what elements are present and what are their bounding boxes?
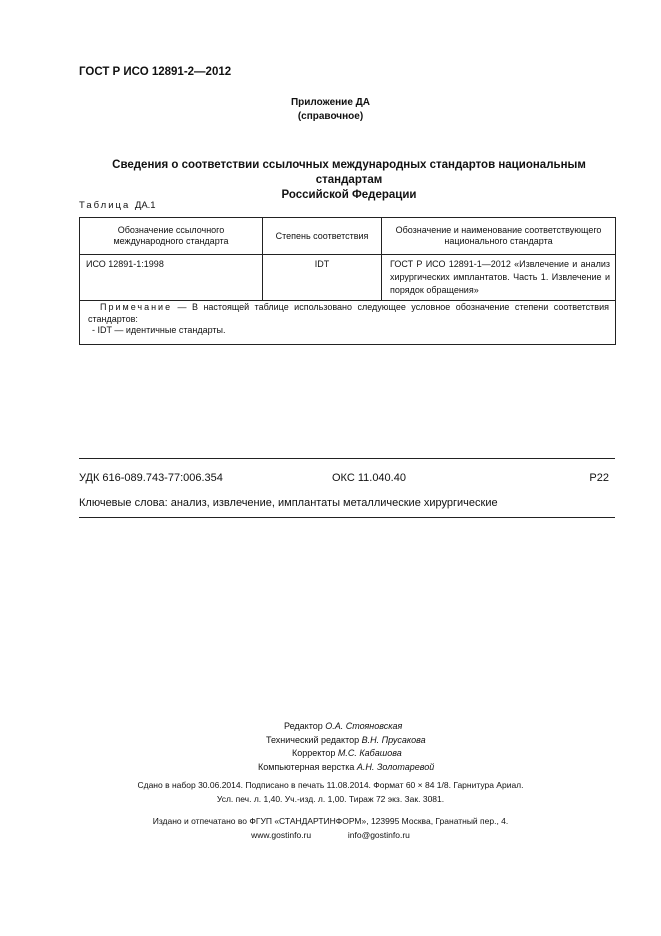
credit-editor-label: Редактор [284,721,323,731]
table-header-row [80,218,616,255]
credit-layout-name: А.Н. Золотаревой [356,761,435,772]
credit-tech-editor-name: В.Н. Прусакова [361,734,426,745]
annex-title: Приложение ДА [290,97,371,108]
credit-proof-name: М.С. Кабашова [337,748,402,758]
credit-tech-editor [266,734,434,748]
footer-divider-top [79,458,615,459]
credit-layout-label: Компьютерная верстка [258,761,355,772]
column-header-national: Обозначение и наименование соответствующего национального стандарта [382,218,616,255]
cell-compliance: IDT [263,255,382,301]
table-label-word: Таблица [79,200,131,211]
category-code: Р22 [589,472,609,484]
cell-intl-standard: ИСО 12891-1:1998 [80,255,263,301]
footer-divider-bottom [79,517,615,518]
classification-line [79,472,609,484]
credit-editor [266,720,434,734]
credit-proofreader [266,747,434,761]
annex-subtitle: (справочное) [297,111,364,122]
table-number: ДА.1 [134,200,156,211]
website-link[interactable]: www.gostinfo.ru [251,830,312,840]
note-label: Примечание [100,302,173,312]
note-item: - IDT — идентичные стандарты. [92,325,226,335]
credit-layout [258,761,434,775]
document-code: ГОСТ Р ИСО 12891-2—2012 [79,66,232,78]
credits-block [258,720,435,774]
credit-proof-label: Корректор [292,748,336,758]
imprint-contacts [0,828,661,843]
imprint-line2: Усл. печ. л. 1,40. Уч.-изд. л. 1,00. Тираж 72 экз. Зак. 3081. [216,794,445,804]
table-label [79,200,156,211]
imprint-line3: Издано и отпечатано во ФГУП «СТАНДАРТИНФОРМ», 123995 Москва, Гранатный пер., 4. [152,816,509,826]
note-paragraph [88,302,609,325]
section-title [79,158,619,203]
table-note-row [80,301,616,345]
keywords: Ключевые слова: анализ, извлечение, имплантаты металлические хирургические [79,497,498,509]
oks-code: ОКС 11.040.40 [332,472,406,484]
credit-editor-name: О.А. Стояновская [325,721,403,731]
udk-code: УДК 616-089.743-77:006.354 [79,472,223,484]
section-title-line2: Российской Федерации [281,189,417,201]
table-note [80,301,616,345]
table-row [80,255,616,301]
imprint-line1: Сдано в набор 30.06.2014. Подписано в печать 11.08.2014. Формат 60 × 84 1/8. Гарнитура Ариал. [137,780,524,790]
reference-table [79,217,616,345]
credit-tech-editor-label: Технический редактор [266,734,360,745]
email-link[interactable]: info@gostinfo.ru [347,830,410,840]
cell-national-standard: ГОСТ Р ИСО 12891-1—2012 «Извлечение и анализ хирургических имплантатов. Часть 1. Извлечение и порядок обращения» [382,255,616,301]
column-header-compliance: Степень соответствия [263,218,382,255]
section-title-line1: Сведения о соответствии ссылочных международных стандартов национальным стандартам [112,159,586,186]
column-header-intl: Обозначение ссылочного международного стандарта [80,218,263,255]
note-text: — В настоящей таблице использовано следующее условное обозначение степени соответствия стандартов: [88,302,609,324]
